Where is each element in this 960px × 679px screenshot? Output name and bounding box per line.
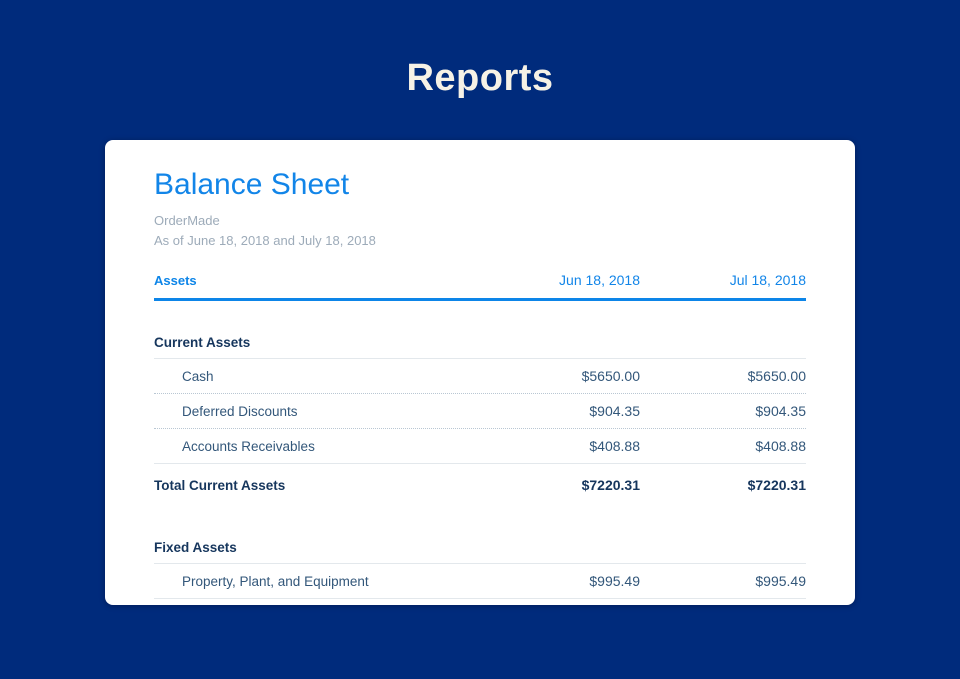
table-row-total-current-assets bbox=[154, 464, 806, 506]
table-row-deferred-discounts bbox=[154, 394, 806, 429]
row-label: Accounts Receivables bbox=[182, 438, 315, 454]
table-row-property-plant-equipment bbox=[154, 564, 806, 599]
row-label: Deferred Discounts bbox=[182, 403, 298, 419]
total-value-jul: $7220.31 bbox=[747, 477, 806, 493]
row-value-jun: $995.49 bbox=[589, 573, 640, 589]
report-company: OrderMade bbox=[154, 213, 220, 228]
total-label: Total Current Assets bbox=[154, 477, 286, 493]
row-value-jul: $904.35 bbox=[755, 403, 806, 419]
table-header-column-jul: Jul 18, 2018 bbox=[729, 272, 806, 288]
page-title: Reports bbox=[406, 57, 554, 99]
row-value-jul: $995.49 bbox=[755, 573, 806, 589]
table-header-row bbox=[154, 272, 806, 301]
report-period: As of June 18, 2018 and July 18, 2018 bbox=[154, 233, 376, 248]
report-title: Balance Sheet bbox=[154, 168, 350, 201]
row-value-jun: $5650.00 bbox=[581, 368, 640, 384]
row-value-jul: $408.88 bbox=[755, 438, 806, 454]
balance-sheet-card bbox=[105, 140, 855, 605]
total-value-jun: $7220.31 bbox=[581, 477, 640, 493]
table-row-cash bbox=[154, 359, 806, 394]
row-label: Property, Plant, and Equipment bbox=[182, 573, 369, 589]
section-header-current-assets: Current Assets bbox=[154, 335, 806, 359]
section-header-fixed-assets: Fixed Assets bbox=[154, 540, 806, 564]
table-header-assets-label: Assets bbox=[154, 272, 197, 288]
table-row-accounts-receivables bbox=[154, 429, 806, 464]
table-header-column-jun: Jun 18, 2018 bbox=[559, 272, 640, 288]
row-value-jun: $408.88 bbox=[589, 438, 640, 454]
row-label: Cash bbox=[182, 368, 214, 384]
row-value-jul: $5650.00 bbox=[747, 368, 806, 384]
row-value-jun: $904.35 bbox=[589, 403, 640, 419]
